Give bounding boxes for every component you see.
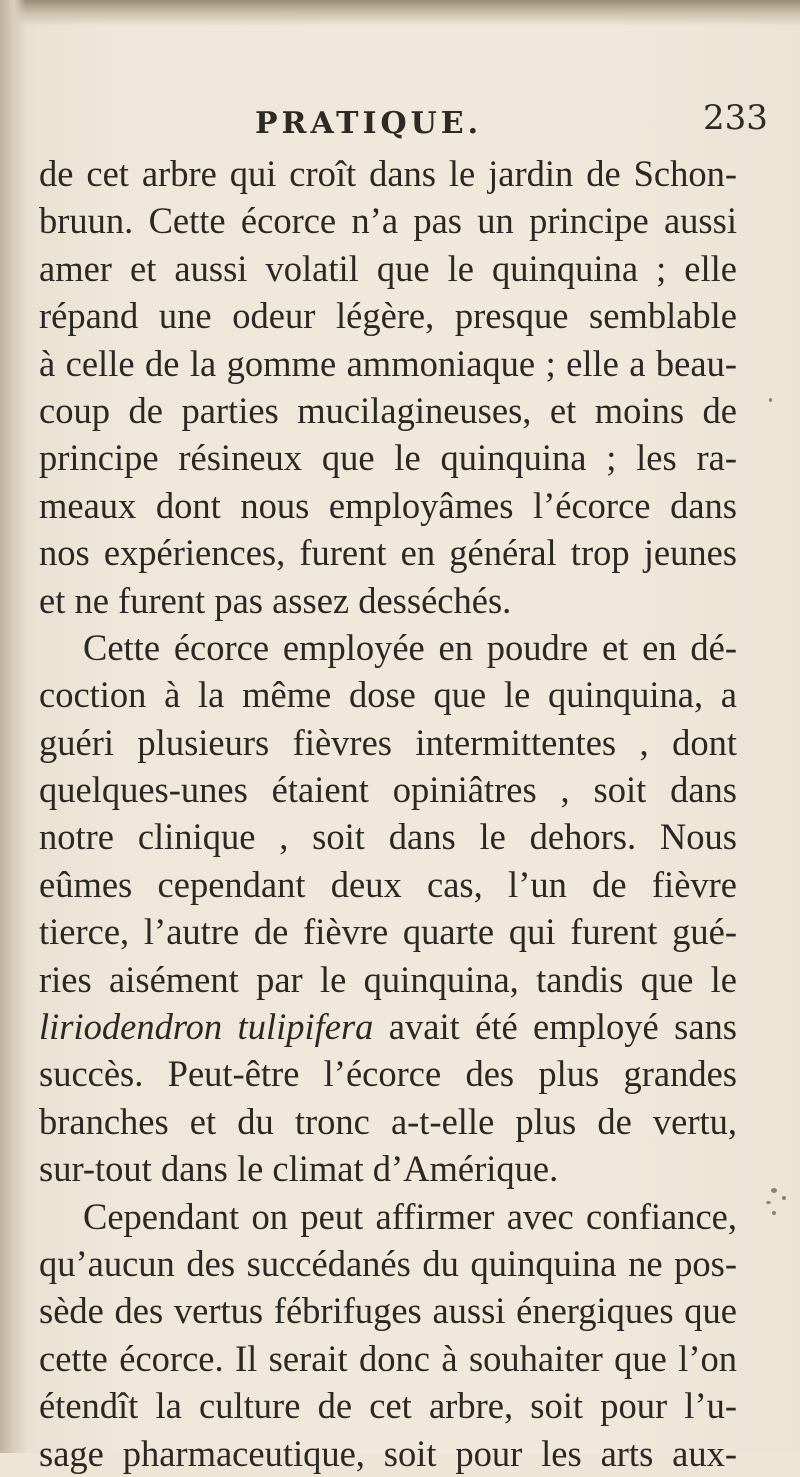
text-line xyxy=(39,1003,737,1050)
paper-speck xyxy=(771,1188,777,1193)
text-line: amer et aussi volatil que le quinquina ; elle xyxy=(39,247,737,289)
paper-speck xyxy=(772,1211,776,1215)
text-line: de cet arbre qui croît dans le jardin de Schon- xyxy=(39,153,737,194)
text-line: coction à la même dose que le quinquina, a xyxy=(39,674,737,716)
italic-species-name: liriodendron tulipifera xyxy=(39,1006,374,1048)
text-line: sage pharmaceutique, soit pour les arts aux- xyxy=(39,1432,737,1474)
text-line: qu’aucun des succédanés du quinquina ne pos- xyxy=(39,1242,737,1284)
text-line: meaux dont nous employâmes l’écorce dans xyxy=(39,484,737,526)
text-line: Cependant on peut affirmer avec confiance, xyxy=(83,1195,737,1237)
paper-speck xyxy=(766,1201,771,1204)
text-line: cette écorce. Il serait donc à souhaiter que l’on xyxy=(39,1337,737,1379)
text-line: et ne furent pas assez desséchés. xyxy=(39,579,512,621)
text-line: tierce, l’autre de fièvre quarte qui furent gué- xyxy=(39,911,737,953)
text-line: sède des vertus fébrifuges aussi énergiques que xyxy=(39,1290,737,1332)
paper-speck xyxy=(769,398,772,402)
text-line: étendît la culture de cet arbre, soit pour l’u- xyxy=(39,1385,737,1427)
text-line: bruun. Cette écorce n’a pas un principe aussi xyxy=(39,200,737,242)
page-binding-shadow xyxy=(0,0,26,1453)
text-line: nos expériences, furent en général trop jeunes xyxy=(39,532,737,574)
text-line: branches et du tronc a-t-elle plus de vertu, xyxy=(39,1100,737,1142)
page-header xyxy=(0,86,800,141)
text-line: à celle de la gomme ammoniaque ; elle a beau- xyxy=(39,342,737,384)
text-line: répand une odeur légère, presque semblable xyxy=(39,295,737,337)
text-line: guéri plusieurs fièvres intermittentes , dont xyxy=(39,721,737,763)
text-line: principe résineux que le quinquina ; les ra- xyxy=(39,437,737,479)
paper-speck xyxy=(782,1196,786,1200)
text-line: succès. Peut-être l’écorce des plus grandes xyxy=(39,1053,737,1095)
text-line: quelques-unes étaient opiniâtres , soit dans xyxy=(39,769,737,811)
text-line: eûmes cependant deux cas, l’un de fièvre xyxy=(39,863,737,905)
text-line: coup de parties mucilagineuses, et moins de xyxy=(39,389,737,431)
text-line: notre clinique , soit dans le dehors. Nous xyxy=(39,816,737,858)
running-head: PRATIQUE. xyxy=(255,106,483,141)
page-number: 233 xyxy=(703,98,768,138)
text-line: ries aisément par le quinquina, tandis que le xyxy=(39,958,737,1000)
text-line: sur-tout dans le climat d’Amérique. xyxy=(39,1148,559,1190)
text-line: Cette écorce employée en poudre et en dé- xyxy=(83,626,737,668)
page-top-shadow xyxy=(0,0,800,26)
text-fragment: avait été employé sans xyxy=(373,1006,737,1048)
body-text xyxy=(39,150,737,1477)
